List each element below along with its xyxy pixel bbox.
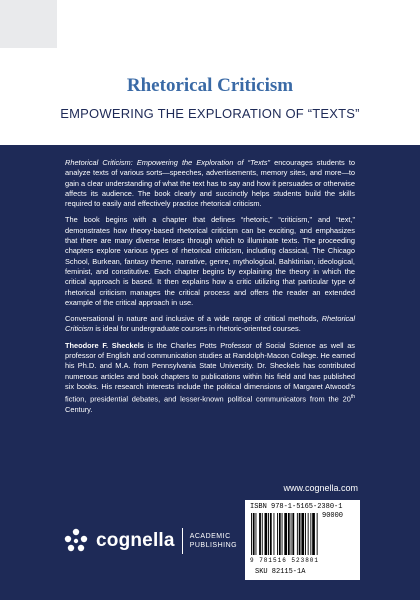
tagline-line2: PUBLISHING bbox=[189, 542, 238, 549]
price-code: 90000 bbox=[322, 512, 344, 520]
book-title: Rhetorical Criticism bbox=[126, 75, 294, 96]
publisher-url[interactable]: www.cognella.com bbox=[283, 483, 358, 493]
description-text bbox=[65, 158, 355, 421]
publisher-name: cognella bbox=[96, 530, 175, 551]
book-subtitle: EMPOWERING THE EXPLORATION OF “TEXTS” bbox=[60, 106, 360, 121]
paragraph-intro bbox=[65, 158, 355, 209]
barcode-number: 9 781516 523801 bbox=[250, 557, 320, 564]
audience-after: is ideal for undergraduate courses in rhetoric-oriented courses. bbox=[93, 324, 301, 334]
superscript-th: th bbox=[350, 394, 355, 401]
sku-label: SKU 82115-1A bbox=[255, 568, 306, 576]
paragraph-author-bio bbox=[65, 341, 355, 416]
publisher-tagline bbox=[190, 532, 237, 550]
cognella-logo-icon bbox=[62, 527, 90, 555]
author-bio-end: Century. bbox=[65, 405, 93, 414]
author-name: Theodore F. Sheckels bbox=[65, 340, 144, 350]
logo-divider bbox=[182, 528, 183, 554]
paragraph-audience bbox=[65, 314, 355, 335]
intro-rest: encourages students to analyze texts of various sorts—speeches, advertisements, memory sites, and more—to gain a clear understanding of what the text has to say and how it persuades or otherwise affects its audience. The book clearly and succinctly helps students build the skills required to easily and effectively practice rhetorical criticism. bbox=[65, 158, 355, 209]
intro-italic-title: Rhetorical Criticism: Empowering the Exploration of “Texts” bbox=[65, 158, 270, 167]
audience-italic: Rhetorical Criticism bbox=[65, 314, 355, 334]
paragraph-chapters: The book begins with a chapter that defines “rhetoric,” “criticism,” and “text,” demonstrates how theory-based rhetorical criticism can be exciting, and emphasizes that there are many diverse lenses through which to illuminate texts. The proceeding chapters explore various types of rhetorical criticism, including classical, The Chicago School, Burkean, fantasy theme, narrative, genre, mythological, Bahktinian, ideological, feminist, and constitutive. Each chapter begins by explaining the theory in which the critical approach is based. It then explains how a critic utilizing that particular type of rhetorical criticism manages the critical process and offers the reader an extended example of the critical approach in use. bbox=[65, 215, 355, 307]
audience-before: Conversational in nature and inclusive of a wide range of critical methods, bbox=[65, 314, 322, 324]
barcode-graphic bbox=[250, 513, 355, 555]
author-bio: is the Charles Potts Professor of Social Science as well as professor of English and communication studies at Randolph-Macon College. He earned his Ph.D. and M.A. from Pennsylvania State University. Dr. Sheckels has contributed numerous articles and book chapters to publications within his field and has published six books. His research interests include the political dimensions of Margaret Atwood’s fiction, presidential debates, and lesser-known political communicators from the 20 bbox=[65, 340, 355, 404]
isbn-label: ISBN 978-1-5165-2380-1 bbox=[250, 503, 343, 511]
publisher-logo bbox=[62, 527, 237, 555]
tagline-line1: ACADEMIC bbox=[189, 533, 231, 540]
title-panel bbox=[57, 0, 420, 145]
